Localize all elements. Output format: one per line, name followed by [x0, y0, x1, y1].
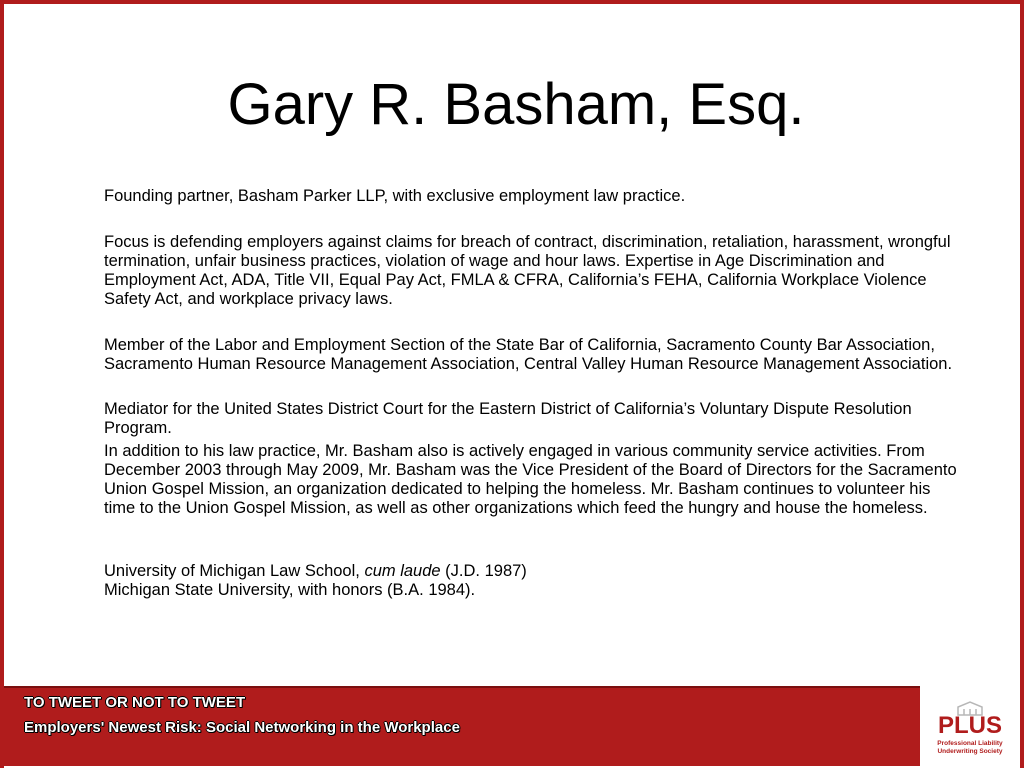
education-school: University of Michigan Law School, [104, 562, 365, 580]
education-honor: cum laude [364, 562, 441, 580]
footer-title: TO TWEET OR NOT TO TWEET [24, 694, 246, 711]
logo-tagline [922, 740, 1018, 756]
logo-wordmark: PLUS [937, 712, 1002, 739]
paragraph-focus: Focus is defending employers against claims for breach of contract, discrimination, retaliation, harassment, wrongful termination, unfair business practices, violation of wage and hour laws. Expertise in Age Discrimination and Employment Act, ADA, Title VII, Equal Pay Act, FMLA & CFRA, California’s FEHA, California Workplace Violence Safety Act, and workplace privacy laws. [104, 233, 951, 308]
paragraph-mediator: Mediator for the United States District Court for the Eastern District of California’s Voluntary Dispute Resolution Program. [104, 400, 912, 437]
plus-logo [922, 688, 1018, 764]
logo-tagline-line-2: Underwriting Society [937, 748, 1003, 755]
footer [4, 686, 1020, 768]
education-degree: (J.D. 1987) [440, 562, 527, 580]
education-line-1 [104, 562, 964, 581]
paragraph-founding: Founding partner, Basham Parker LLP, with exclusive employment law practice. [104, 187, 686, 205]
education-line-2: Michigan State University, with honors (B.A. 1984). [104, 581, 476, 599]
footer-band [4, 686, 920, 766]
slide-body [104, 187, 964, 600]
logo-tagline-line-1: Professional Liability [937, 740, 1003, 747]
paragraph-community: In addition to his law practice, Mr. Basham also is actively engaged in various community service activities. From December 2003 through May 2009, Mr. Basham was the Vice President of the Board of Directors for the Sacramento Union Gospel Mission, an organization dedicated to helping the homeless. Mr. Basham continues to volunteer his time to the Union Gospel Mission, as well as other organizations which feed the hungry and house the homeless. [104, 442, 957, 517]
paragraph-membership: Member of the Labor and Employment Section of the State Bar of California, Sacramento County Bar Association, Sacramento Human Resource Management Association, Central Valley Human Resource Management Association. [104, 336, 953, 373]
slide-title: Gary R. Basham, Esq. [227, 72, 805, 137]
footer-subtitle: Employers' Newest Risk: Social Networking in the Workplace [24, 719, 460, 736]
